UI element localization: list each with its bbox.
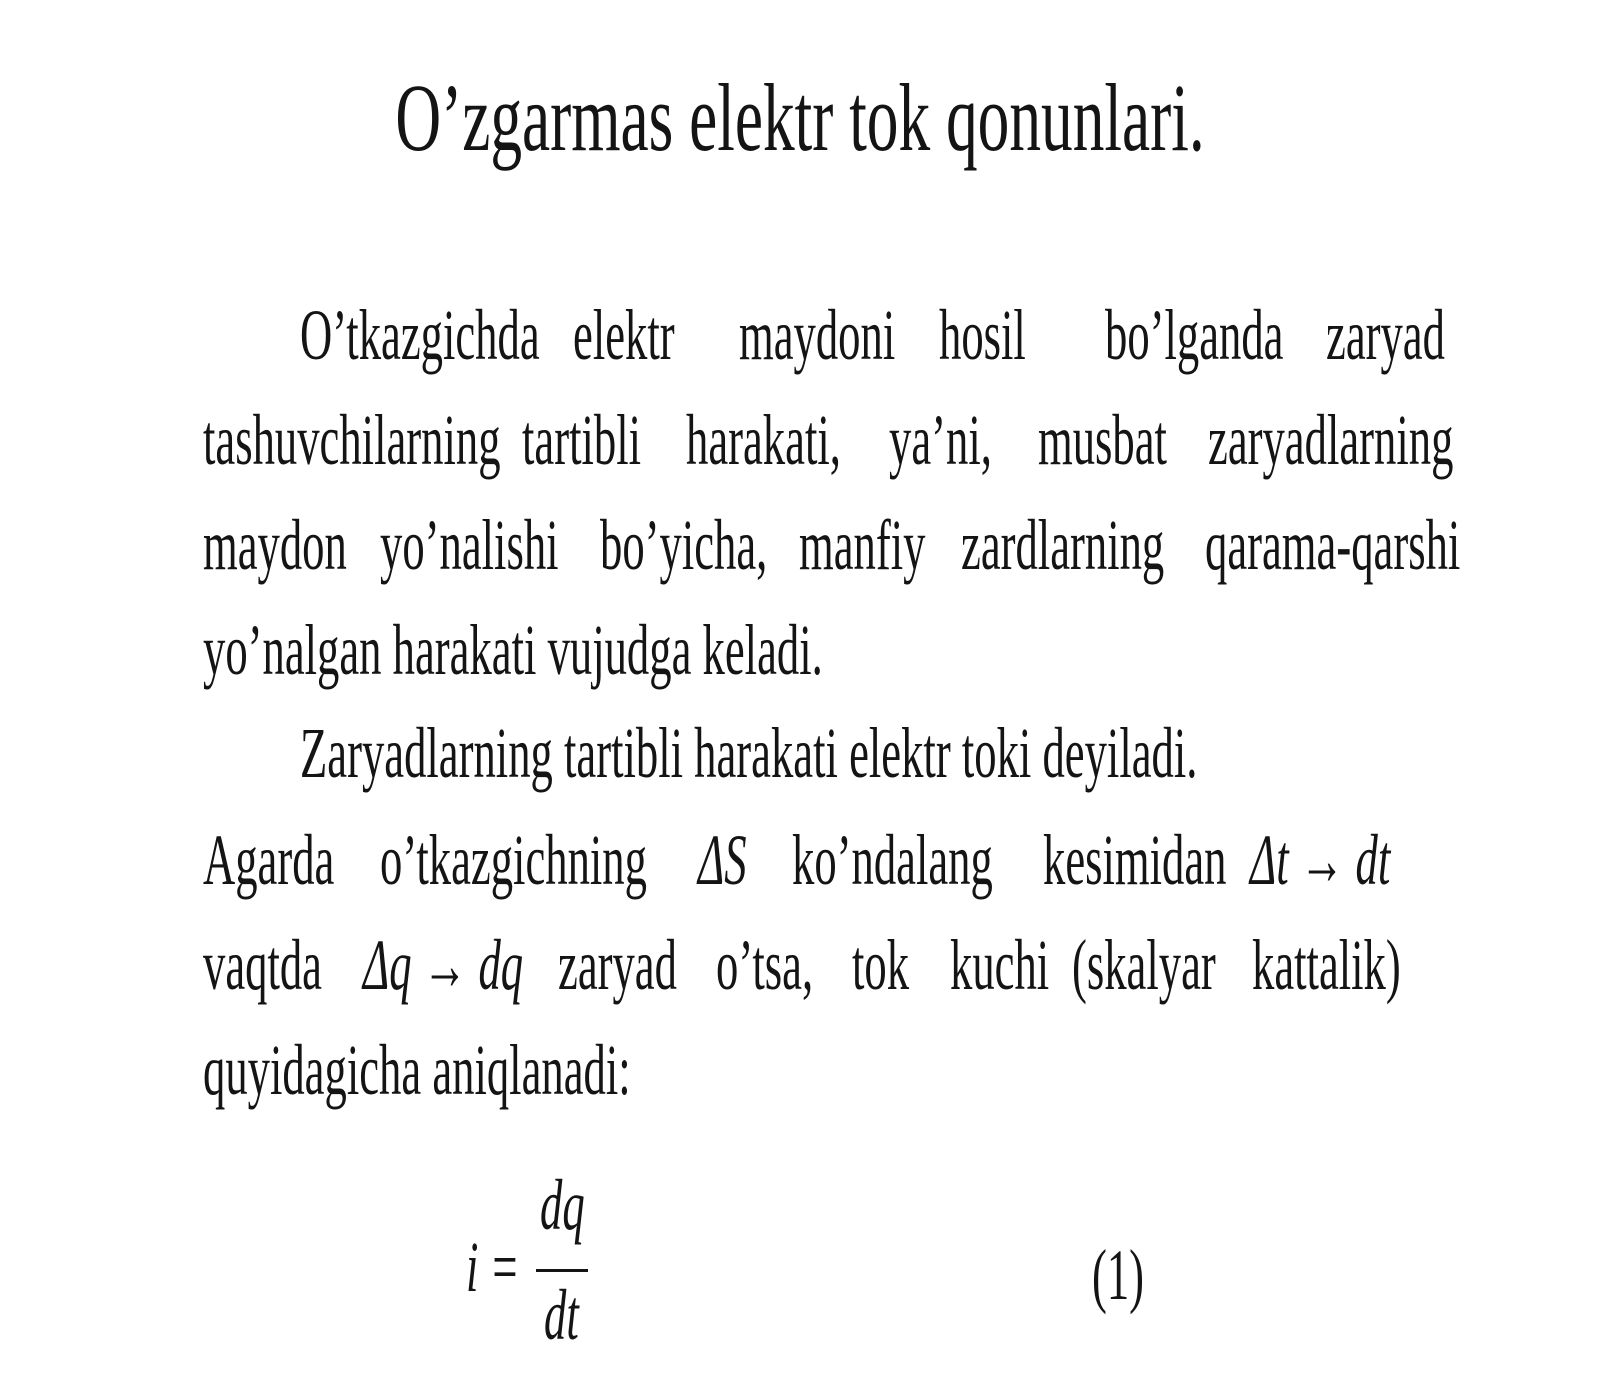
formula-numerator: dq bbox=[540, 1165, 585, 1245]
word: zaryadlarning bbox=[1207, 400, 1454, 480]
word: ko’ndalang bbox=[792, 820, 993, 900]
word: o’tsa, bbox=[716, 925, 814, 1005]
math-delta-q: Δq → dq bbox=[363, 925, 524, 1005]
paragraph-1-line-4: yo’nalgan harakati vujudga keladi. bbox=[203, 610, 823, 690]
paragraph-3-line-2 bbox=[203, 920, 1400, 1010]
word: tok bbox=[851, 925, 909, 1005]
paragraph-1-line-2 bbox=[203, 395, 1454, 485]
paragraph-1-line-3 bbox=[203, 500, 1461, 590]
formula-lhs: i = bbox=[466, 1227, 520, 1307]
word: maydoni bbox=[739, 295, 896, 375]
paragraph-3-line-1 bbox=[203, 815, 1400, 905]
word: qarama-qarshi bbox=[1204, 505, 1461, 585]
word: zaryad bbox=[558, 925, 678, 1005]
equation-number: (1) bbox=[1092, 1235, 1145, 1315]
word: ya’ni, bbox=[888, 400, 992, 480]
word: kattalik) bbox=[1251, 925, 1401, 1005]
word: elektr bbox=[572, 295, 675, 375]
word: manfiy bbox=[799, 505, 926, 585]
word: zaryad bbox=[1325, 295, 1445, 375]
word: O’tkazgichda bbox=[300, 295, 540, 375]
paragraph-1-line-1 bbox=[300, 290, 1445, 380]
word: kuchi bbox=[949, 925, 1049, 1005]
word: zardlarning bbox=[960, 505, 1164, 585]
word: bo’yicha, bbox=[599, 505, 768, 585]
word: (skalyar bbox=[1071, 925, 1216, 1005]
word: harakati, bbox=[686, 400, 842, 480]
math-delta-t: Δt → dt bbox=[1249, 820, 1391, 900]
formula-denominator: dt bbox=[544, 1275, 579, 1355]
word: musbat bbox=[1037, 400, 1167, 480]
word: tartibli bbox=[522, 400, 642, 480]
page-title: O’zgarmas elektr tok qonunlari. bbox=[395, 64, 1205, 171]
math-delta-s: ΔS bbox=[697, 820, 747, 900]
word: kesimidan bbox=[1042, 820, 1227, 900]
paragraph-2: Zaryadlarning tartibli harakati elektr toki deyiladi. bbox=[300, 713, 1198, 793]
word: vaqtda bbox=[203, 925, 322, 1005]
word: tashuvchilarning bbox=[203, 400, 501, 480]
word: yo’nalishi bbox=[380, 505, 559, 585]
word: hosil bbox=[938, 295, 1026, 375]
paragraph-3-line-3: quyidagicha aniqlanadi: bbox=[203, 1030, 631, 1110]
word: maydon bbox=[203, 505, 347, 585]
current-formula bbox=[466, 1165, 626, 1360]
word: o’tkazgichning bbox=[380, 820, 648, 900]
word: bo’lganda bbox=[1105, 295, 1284, 375]
word: Agarda bbox=[203, 820, 335, 900]
